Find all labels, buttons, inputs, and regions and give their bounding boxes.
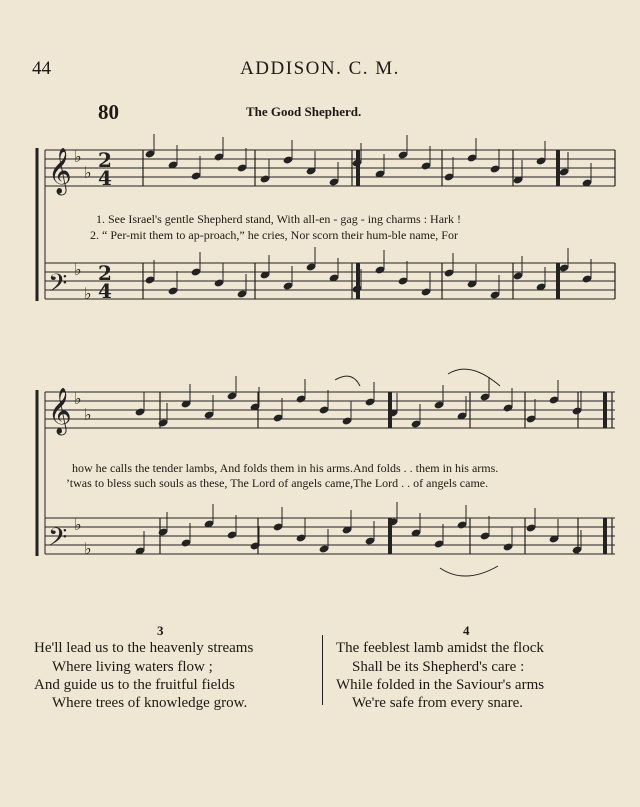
svg-text:4: 4 <box>98 166 112 190</box>
bass-clef-icon: 𝄢 <box>48 269 68 304</box>
stanza-line: Where trees of knowledge grow. <box>52 695 248 711</box>
stanza-line: He'll lead us to the heavenly streams <box>34 640 254 656</box>
bass-staff-2 <box>45 518 615 554</box>
stanza-line: Where living waters flow ; <box>52 659 213 675</box>
hymn-title: The Good Shepherd. <box>246 104 362 119</box>
column-divider <box>322 635 323 705</box>
stanza-line: And guide us to the fruitful fields <box>34 677 235 693</box>
stanza-line: While folded in the Saviour's arms <box>336 677 545 693</box>
lyrics-verse-2-line-2: ’twas to bless such souls as these, The Lord of angels came,The Lord . . of angels came. <box>66 476 489 490</box>
stanza-number: 3 <box>157 623 164 638</box>
svg-text:♭: ♭ <box>74 389 82 408</box>
svg-text:♭: ♭ <box>74 147 82 166</box>
note-heads <box>135 134 593 556</box>
lyrics-verse-1-line-2: how he calls the tender lambs, And folds them in his arms.And folds . . them in his arms. <box>72 461 499 475</box>
svg-text:♭: ♭ <box>84 539 92 558</box>
svg-text:2: 2 <box>98 261 112 285</box>
svg-text:♭: ♭ <box>84 284 92 303</box>
bass-staff-1 <box>45 263 615 299</box>
stanza-line: The feeblest lamb amidst the flock <box>336 640 544 656</box>
svg-text:4: 4 <box>98 279 112 303</box>
page-number: 44 <box>32 58 51 79</box>
treble-staff-2 <box>45 392 615 428</box>
stanza-number: 4 <box>463 623 470 638</box>
svg-text:♭: ♭ <box>74 260 82 279</box>
hymn-number: 80 <box>98 100 119 124</box>
treble-staff-1 <box>45 150 615 186</box>
stanza-line: Shall be its Shepherd's care : <box>352 659 525 675</box>
running-title: ADDISON. C. M. <box>240 58 400 79</box>
svg-text:2: 2 <box>98 148 112 172</box>
treble-clef-icon: 𝄞 <box>48 388 72 434</box>
treble-clef-icon: 𝄞 <box>48 148 72 194</box>
stanza-line: We're safe from every snare. <box>352 695 523 711</box>
lyrics-verse-2-line-1: 2. “ Per-mit them to ap-proach,” he cries, Nor scorn their hum-ble name, For <box>90 228 458 242</box>
svg-text:♭: ♭ <box>74 515 82 534</box>
svg-text:♭: ♭ <box>84 405 92 424</box>
bass-clef-icon: 𝄢 <box>48 523 68 558</box>
lyrics-verse-1-line-1: 1. See Israel's gentle Shepherd stand, With all-en - gag - ing charms : Hark ! <box>96 212 462 226</box>
svg-text:♭: ♭ <box>84 163 92 182</box>
